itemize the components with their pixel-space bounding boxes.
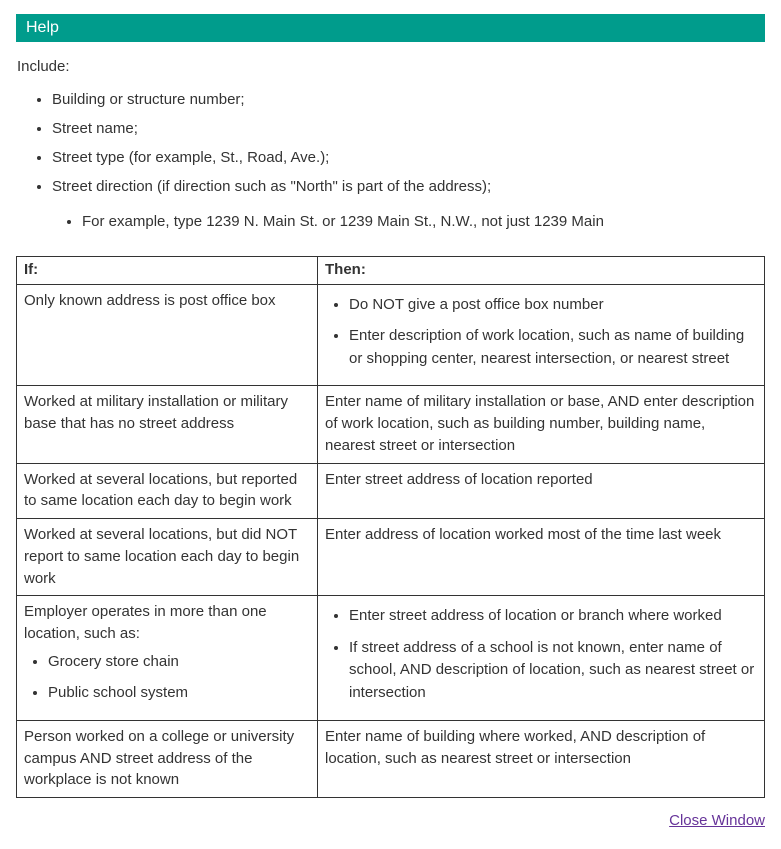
if-cell [17, 519, 318, 596]
then-cell-text: Enter address of location worked most of the time last week [325, 526, 722, 544]
if-column-header: If: [17, 257, 318, 285]
if-cell-text: Person worked on a college or university campus AND street address of the workplace is not known [24, 727, 295, 789]
include-item: • Street direction (if direction such as "North" is part of the address); [52, 176, 765, 197]
help-header [16, 14, 765, 42]
then-cell-text: Enter name of military installation or base, AND enter description of work location, such as building number, building name, nearest street or intersection [325, 393, 755, 454]
if-cell-text: Worked at military installation or military base that has no street address [24, 393, 288, 433]
table-row [17, 463, 765, 519]
help-table [16, 256, 765, 798]
if-cell [17, 720, 318, 797]
then-cell-text: Enter name of building where worked, AND description of location, such as nearest street or intersection [325, 727, 706, 767]
if-cell-text: Worked at several locations, but did NOT report to same location each day to begin work [24, 526, 300, 587]
then-cell [318, 284, 765, 386]
then-cell-bullet-list [325, 294, 757, 371]
include-item: • Street name; [52, 118, 765, 139]
if-cell-text: Worked at several locations, but reported to same location each day to begin work [24, 470, 298, 510]
bullet-item: • Enter street address of location or branch where worked [349, 605, 757, 628]
if-cell-text: Only known address is post office box [24, 291, 276, 309]
if-cell [17, 463, 318, 519]
if-cell-bullet-list [24, 651, 310, 705]
intro-text: Include: [17, 58, 70, 76]
if-cell-text: Employer operates in more than one location, such as: [24, 603, 267, 643]
then-column-header: Then: [318, 257, 765, 285]
if-cell [17, 386, 318, 463]
table-row [17, 596, 765, 721]
include-sub-item: • For example, type 1239 N. Main St. or 1239 Main St., N.W., not just 1239 Main [82, 211, 765, 232]
page-title: Help [26, 19, 59, 36]
if-cell [17, 596, 318, 721]
include-item: • Building or structure number; [52, 89, 765, 110]
then-cell [318, 386, 765, 463]
bullet-item: • Grocery store chain [48, 651, 310, 674]
include-sublist [16, 211, 765, 232]
bullet-item: • Public school system [48, 682, 310, 705]
then-cell [318, 519, 765, 596]
help-page [16, 14, 765, 829]
table-row [17, 284, 765, 386]
include-item: • Street type (for example, St., Road, Ave.); [52, 147, 765, 168]
table-row [17, 519, 765, 596]
then-cell [318, 596, 765, 721]
table-header-row [17, 257, 765, 285]
then-cell [318, 463, 765, 519]
bullet-item: • Enter description of work location, such as name of building or shopping center, nearest intersection, or nearest street [349, 325, 757, 370]
then-cell [318, 720, 765, 797]
then-cell-bullet-list [325, 605, 757, 704]
bullet-item: • Do NOT give a post office box number [349, 294, 757, 317]
footer [16, 812, 765, 829]
close-window-link[interactable]: Close Window [669, 812, 765, 830]
table-row [17, 720, 765, 797]
if-cell [17, 284, 318, 386]
table-row [17, 386, 765, 463]
bullet-item: • If street address of a school is not known, enter name of school, AND description of location, such as nearest street or intersection [349, 637, 757, 705]
then-cell-text: Enter street address of location reported [325, 470, 593, 488]
help-table-body [17, 284, 765, 797]
include-list [16, 89, 765, 197]
